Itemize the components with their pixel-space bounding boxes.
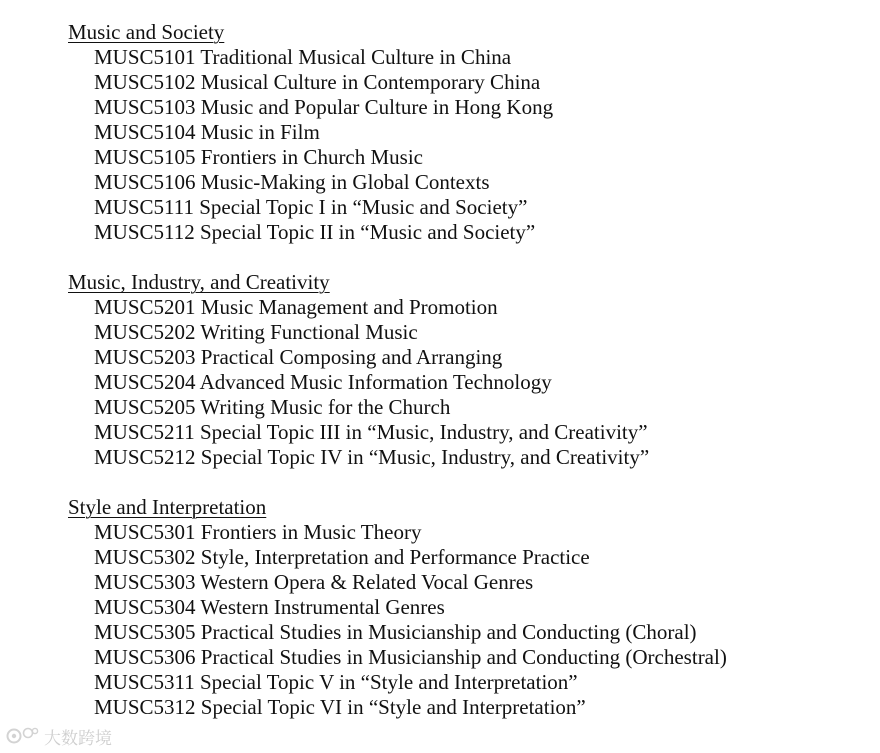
watermark — [6, 722, 112, 750]
course-item: MUSC5302 Style, Interpretation and Performance Practice — [94, 545, 590, 569]
course-item: MUSC5303 Western Opera & Related Vocal Genres — [94, 570, 534, 594]
section-heading: Style and Interpretation — [68, 495, 267, 519]
section-music-and-society — [68, 20, 868, 245]
course-item: MUSC5305 Practical Studies in Musicianship and Conducting (Choral) — [94, 620, 697, 644]
course-item: MUSC5304 Western Instrumental Genres — [94, 595, 445, 619]
section-heading: Music, Industry, and Creativity — [68, 270, 330, 294]
course-item: MUSC5106 Music-Making in Global Contexts — [94, 170, 490, 194]
watermark-text: 大数跨境 — [44, 728, 112, 749]
course-item: MUSC5111 Special Topic I in “Music and Society” — [94, 195, 528, 219]
course-item: MUSC5205 Writing Music for the Church — [94, 395, 451, 419]
section-heading: Music and Society — [68, 20, 225, 44]
course-item: MUSC5212 Special Topic IV in “Music, Industry, and Creativity” — [94, 445, 650, 469]
course-item: MUSC5204 Advanced Music Information Technology — [94, 370, 552, 394]
course-item: MUSC5112 Special Topic II in “Music and Society” — [94, 220, 536, 244]
course-item: MUSC5306 Practical Studies in Musicianship and Conducting (Orchestral) — [94, 645, 727, 669]
section-music-industry-creativity — [68, 270, 868, 470]
course-item: MUSC5312 Special Topic VI in “Style and Interpretation” — [94, 695, 586, 719]
course-item: MUSC5101 Traditional Musical Culture in China — [94, 45, 512, 69]
course-item: MUSC5105 Frontiers in Church Music — [94, 145, 424, 169]
course-item: MUSC5311 Special Topic V in “Style and Interpretation” — [94, 670, 578, 694]
course-item: MUSC5201 Music Management and Promotion — [94, 295, 498, 319]
course-item: MUSC5211 Special Topic III in “Music, Industry, and Creativity” — [94, 420, 648, 444]
course-list-document — [68, 20, 868, 720]
course-item: MUSC5202 Writing Functional Music — [94, 320, 418, 344]
course-item: MUSC5203 Practical Composing and Arranging — [94, 345, 503, 369]
course-item: MUSC5301 Frontiers in Music Theory — [94, 520, 422, 544]
course-item: MUSC5103 Music and Popular Culture in Hong Kong — [94, 95, 554, 119]
course-item: MUSC5102 Musical Culture in Contemporary China — [94, 70, 541, 94]
course-item: MUSC5104 Music in Film — [94, 120, 320, 144]
section-style-and-interpretation — [68, 495, 868, 720]
brand-logo-icon — [6, 725, 40, 747]
